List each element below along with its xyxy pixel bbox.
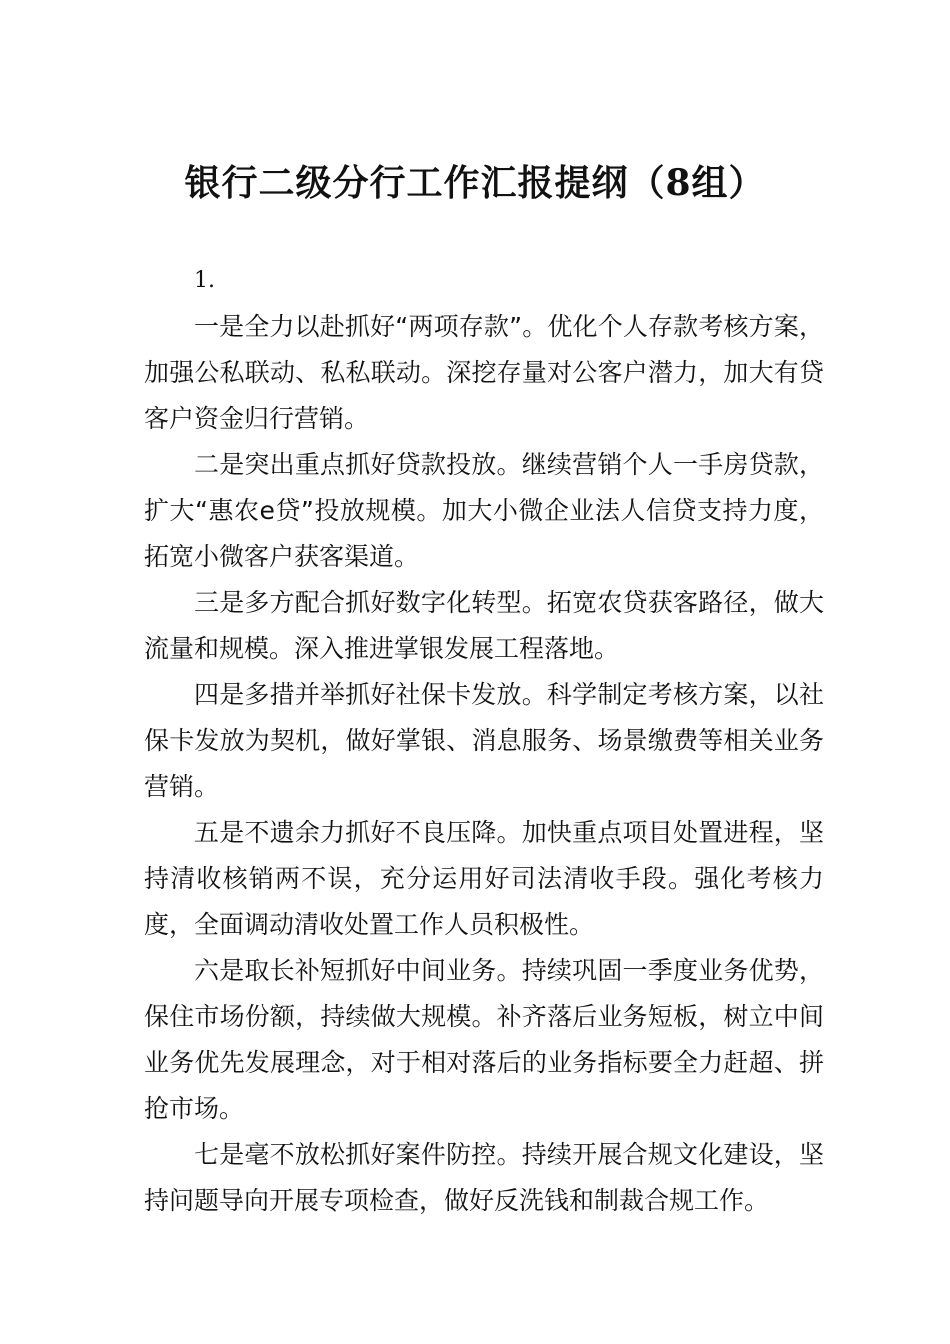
- paragraph-social-security-card: 四是多措并举抓好社保卡发放。科学制定考核方案，以社保卡发放为契机，做好掌银、消息服务、场景缴费等相关业务营销。: [144, 680, 824, 801]
- document-title: 银行二级分行工作汇报提纲（8组）: [184, 162, 766, 204]
- section-number: 1.: [194, 268, 215, 293]
- paragraph-nonperforming-loans: 五是不遗余力抓好不良压降。加快重点项目处置进程，坚持清收核销两不误，充分运用好司法清收手段。强化考核力度，全面调动清收处置工作人员积极性。: [144, 818, 824, 939]
- document-body: [144, 258, 824, 1224]
- paragraph-digital-transformation: 三是多方配合抓好数字化转型。拓宽农贷获客路径，做大流量和规模。深入推进掌银发展工程落地。: [144, 588, 824, 663]
- paragraph-case-prevention: 七是毫不放松抓好案件防控。持续开展合规文化建设，坚持问题导向开展专项检查，做好反洗钱和制裁合规工作。: [144, 1140, 824, 1215]
- paragraph-deposits: 一是全力以赴抓好“两项存款”。优化个人存款考核方案，加强公私联动、私私联动。深挖存量对公客户潜力，加大有贷客户资金归行营销。: [144, 312, 824, 433]
- paragraph-loans: 二是突出重点抓好贷款投放。继续营销个人一手房贷款，扩大“惠农e贷”投放规模。加大小微企业法人信贷支持力度，拓宽小微客户获客渠道。: [144, 450, 824, 571]
- paragraph-intermediary-business: 六是取长补短抓好中间业务。持续巩固一季度业务优势，保住市场份额，持续做大规模。补齐落后业务短板，树立中间业务优先发展理念，对于相对落后的业务指标要全力赶超、拼抢市场。: [144, 956, 824, 1123]
